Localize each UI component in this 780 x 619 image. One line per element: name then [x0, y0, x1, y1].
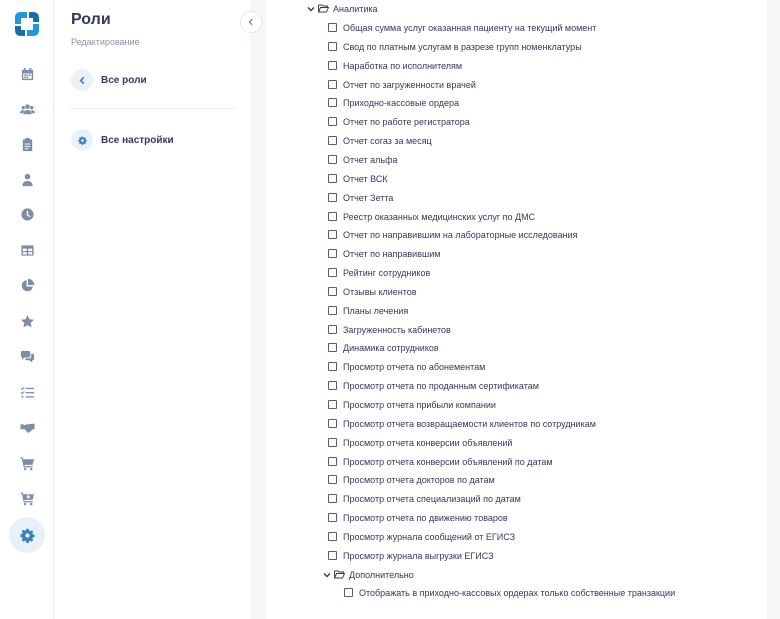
page-subtitle: Редактирование	[71, 37, 140, 47]
permission-label: Отчет альфа	[343, 154, 398, 165]
user-icon[interactable]	[9, 163, 45, 195]
permission-checkbox[interactable]	[328, 287, 337, 296]
chat-icon[interactable]	[9, 340, 45, 372]
users-icon[interactable]	[9, 93, 45, 125]
permission-label: Отчет ВСК	[343, 173, 388, 184]
permission-checkbox[interactable]	[328, 42, 337, 51]
checklist-icon[interactable]	[9, 376, 45, 408]
star-icon[interactable]	[9, 305, 45, 337]
permission-item[interactable]	[328, 474, 495, 486]
permission-label: Отчет по работе регистратора	[343, 117, 470, 128]
permission-checkbox[interactable]	[328, 230, 337, 239]
all-settings-label: Все настройки	[101, 134, 174, 146]
calendar-icon[interactable]	[9, 58, 45, 90]
permission-label: Рейтинг сотрудников	[343, 268, 431, 279]
chevron-left-icon	[71, 69, 93, 91]
gear-icon[interactable]	[9, 517, 45, 553]
permission-item[interactable]	[328, 342, 439, 354]
permission-label: Просмотр отчета докторов по датам	[343, 475, 495, 486]
permission-checkbox[interactable]	[328, 306, 337, 315]
permission-item[interactable]	[328, 531, 515, 543]
icon-rail	[0, 0, 54, 619]
permission-label: Отчет по загруженности врачей	[343, 79, 476, 90]
all-roles-button[interactable]	[71, 69, 147, 91]
permission-label: Отображать в приходно-кассовых ордерах только собственные транзакции	[359, 588, 676, 599]
permission-checkbox[interactable]	[328, 457, 337, 466]
tree-subgroup-label: Дополнительно	[349, 569, 414, 580]
permission-item[interactable]	[328, 512, 508, 524]
permission-item[interactable]	[328, 456, 553, 468]
handshake-icon[interactable]	[9, 411, 45, 443]
tree-group-label: Аналитика	[333, 4, 378, 14]
tree-group-analytics[interactable]	[307, 3, 378, 15]
permission-label: Динамика сотрудников	[343, 343, 439, 354]
permission-checkbox[interactable]	[328, 494, 337, 503]
permission-checkbox[interactable]	[328, 268, 337, 277]
chevron-down-icon[interactable]	[307, 5, 315, 13]
collapse-sidebar-button[interactable]	[240, 11, 262, 33]
permission-checkbox[interactable]	[328, 381, 337, 390]
tree-group-additional[interactable]	[323, 569, 414, 581]
folder-open-icon	[334, 570, 345, 579]
permission-item[interactable]	[328, 248, 440, 260]
permission-checkbox[interactable]	[328, 80, 337, 89]
permission-label: Просмотр отчета прибыли компании	[343, 400, 496, 410]
permission-label: Отчет по направившим	[343, 249, 441, 260]
permission-item[interactable]	[328, 305, 408, 317]
permission-checkbox[interactable]	[328, 136, 337, 145]
permission-checkbox[interactable]	[328, 174, 337, 183]
permission-checkbox[interactable]	[328, 98, 337, 107]
permission-checkbox[interactable]	[328, 438, 337, 447]
table-icon[interactable]	[9, 234, 45, 266]
permission-item[interactable]	[328, 60, 462, 72]
permission-label: Просмотр отчета по абонементам	[343, 362, 486, 373]
clock-icon[interactable]	[9, 198, 45, 230]
permission-checkbox[interactable]	[328, 532, 337, 541]
permission-label: Просмотр отчета возвращаемости клиентов по сотрудникам	[343, 418, 596, 429]
permission-label: Отзывы клиентов	[343, 286, 417, 297]
cart-icon[interactable]	[9, 447, 45, 479]
roles-sidebar	[54, 0, 250, 619]
permission-item[interactable]	[328, 550, 494, 562]
permission-checkbox[interactable]	[328, 193, 337, 202]
permission-label: Отчет по направившим на лабораторные исследования	[343, 230, 578, 241]
permission-item[interactable]	[328, 437, 512, 449]
permission-item[interactable]	[328, 267, 430, 279]
permission-checkbox[interactable]	[328, 212, 337, 221]
permission-item[interactable]	[328, 399, 496, 411]
permission-label: Реестр оказанных медицинских услуг по ДМС	[343, 211, 536, 222]
sidebar-divider	[69, 108, 237, 109]
permission-checkbox[interactable]	[328, 475, 337, 484]
permission-item[interactable]	[328, 361, 485, 373]
permission-item[interactable]	[328, 192, 393, 204]
permission-item[interactable]	[328, 493, 521, 505]
permission-label: Просмотр отчета конверсии объявлений по датам	[343, 456, 553, 467]
permission-checkbox[interactable]	[328, 23, 337, 32]
permission-item[interactable]	[328, 324, 451, 336]
clipboard-icon[interactable]	[9, 128, 45, 160]
all-settings-button[interactable]	[71, 129, 174, 151]
permission-label: Приходно-кассовые ордера	[343, 98, 460, 109]
permission-checkbox[interactable]	[328, 551, 337, 560]
permission-item[interactable]	[328, 229, 578, 241]
permission-checkbox[interactable]	[328, 117, 337, 126]
permission-checkbox[interactable]	[328, 249, 337, 258]
permission-label: Загруженность кабинетов	[343, 324, 451, 335]
permission-label: Свод по платным услугам в разрезе групп номенклатуры	[343, 41, 582, 52]
cart-plus-icon[interactable]	[9, 482, 45, 514]
permission-checkbox[interactable]	[328, 343, 337, 352]
all-roles-label: Все роли	[101, 74, 147, 86]
permission-label: Просмотр отчета по движению товаров	[343, 513, 508, 524]
permission-label: Отчет согаз за месяц	[343, 136, 432, 147]
permission-item[interactable]	[328, 22, 596, 34]
permission-checkbox[interactable]	[328, 513, 337, 522]
permission-item[interactable]	[328, 135, 432, 147]
permission-item[interactable]	[328, 154, 398, 166]
permission-checkbox[interactable]	[328, 400, 337, 409]
gear-icon	[71, 129, 93, 151]
pie-chart-icon[interactable]	[9, 269, 45, 301]
permission-checkbox[interactable]	[328, 325, 337, 334]
permission-label: Просмотр отчета специализаций по датам	[343, 494, 521, 505]
permission-item[interactable]	[328, 41, 582, 53]
permission-checkbox[interactable]	[344, 588, 353, 597]
permission-item[interactable]	[328, 380, 539, 392]
permission-label: Отчет Зетта	[343, 192, 394, 203]
chevron-down-icon[interactable]	[323, 571, 331, 579]
logo-icon[interactable]	[11, 8, 43, 40]
permission-checkbox[interactable]	[328, 419, 337, 428]
permission-label: Планы лечения	[343, 305, 409, 316]
permissions-panel	[266, 0, 767, 619]
permission-item[interactable]	[328, 211, 535, 223]
permission-label: Наработка по исполнителям	[343, 60, 463, 71]
permission-label: Просмотр отчета конверсии объявлений	[343, 437, 513, 448]
permission-item[interactable]	[328, 173, 388, 185]
permission-checkbox[interactable]	[328, 362, 337, 371]
permission-item[interactable]	[328, 97, 459, 109]
permission-label: Просмотр отчета по проданным сертификатам	[343, 381, 539, 392]
permission-item[interactable]	[328, 116, 470, 128]
permission-item[interactable]	[328, 418, 596, 430]
permission-label: Просмотр журнала выгрузки ЕГИСЗ	[343, 550, 494, 561]
permission-checkbox[interactable]	[328, 155, 337, 164]
chevron-left-icon	[247, 18, 255, 26]
permission-item[interactable]	[328, 286, 417, 298]
page-title: Роли	[71, 11, 111, 28]
permission-checkbox[interactable]	[328, 61, 337, 70]
folder-open-icon	[318, 4, 329, 13]
permission-item[interactable]	[328, 79, 476, 91]
permission-label: Общая сумма услуг оказанная пациенту на текущий момент	[343, 23, 597, 33]
permission-item[interactable]	[344, 587, 679, 601]
permission-label: Просмотр журнала сообщений от ЕГИСЗ	[343, 531, 516, 542]
